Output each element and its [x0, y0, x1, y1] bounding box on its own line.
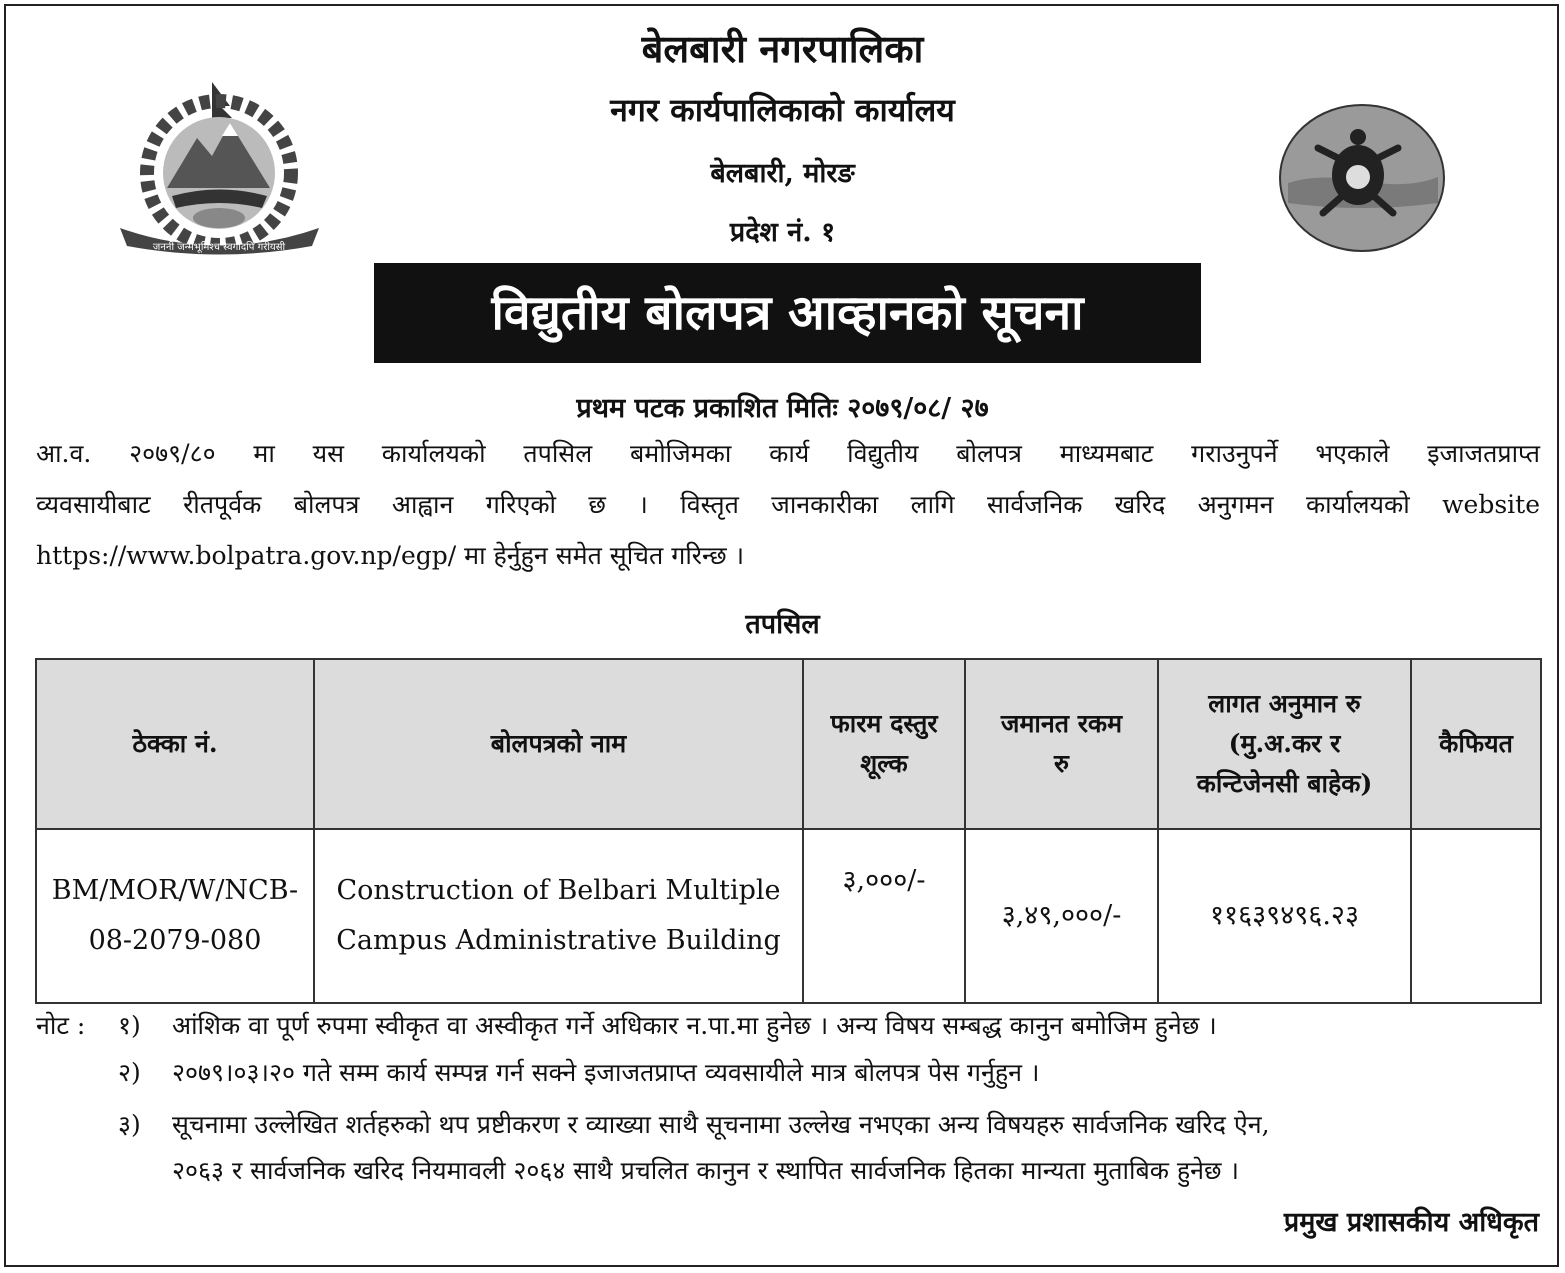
notes-label: नोट : [36, 1011, 86, 1040]
note-1-text: आंशिक वा पूर्ण रुपमा स्वीकृत वा अस्वीकृत गर्ने अधिकार न.पा.मा हुनेछ । अन्य विषय सम्बद्ध कानुन बमोजिम हुनेछ । [172, 1011, 1217, 1040]
note-2-number: २) [118, 1058, 141, 1087]
office-name: नगर कार्यपालिकाको कार्यालय [610, 91, 955, 129]
note-3-text-continued: २०६३ र सार्वजनिक खरिद नियमावली २०६४ साथै प्रचलित कानुन र स्थापित सार्वजनिक हितका मान्यता मुताबिक हुनेछ । [172, 1156, 1240, 1185]
emblem-motto: जननी जन्मभूमिश्च स्वर्गादपि गरीयसी [152, 242, 286, 253]
tender-table [35, 658, 1542, 1004]
cell-remarks [1411, 829, 1541, 1003]
cell-tender-name: Construction of Belbari Multiple Campus Administrative Building [314, 829, 803, 1003]
header-remarks: कैफियत [1411, 659, 1541, 829]
body-line-1: आ.व. २०७९/८० मा यस कार्यालयको तपसिल बमोजिमका कार्य विद्युतीय बोलपत्र माध्यमबाट गराउनुपर्ने भएकाले इजाजतप्राप्त [36, 439, 1540, 468]
table-header-row [36, 659, 1541, 829]
note-2-text: २०७९।०३।२० गते सम्म कार्य सम्पन्न गर्न सक्ने इजाजतप्राप्त व्यवसायीले मात्र बोलपत्र पेस गर्नुहुन । [172, 1058, 1040, 1087]
header-cost-estimate: लागत अनुमान रु (मु.अ.कर र कन्टिजेनसी बाहेक) [1158, 659, 1411, 829]
province: प्रदेश नं. १ [729, 217, 836, 248]
header-security-amount: जमानत रकम रु [965, 659, 1158, 829]
table-row [36, 829, 1541, 1003]
cell-security-amount: ३,४९,०००/- [965, 829, 1158, 1003]
header-tender-name: बोलपत्रको नाम [314, 659, 803, 829]
address: बेलबारी, मोरङ [710, 158, 855, 189]
cell-cost-estimate: ११६३९४९६.२३ [1158, 829, 1411, 1003]
org-name: बेलबारी नगरपालिका [641, 26, 924, 71]
note-3-number: ३) [118, 1110, 141, 1139]
body-line-2: व्यवसायीबाट रीतपूर्वक बोलपत्र आह्वान गरिएको छ । विस्तृत जानकारीका लागि सार्वजनिक खरिद अनुगमन कार्यालयको website [36, 490, 1540, 519]
cell-contract-no: BM/MOR/W/NCB- 08-2079-080 [36, 829, 314, 1003]
header-form-fee: फारम दस्तुर शूल्क [803, 659, 965, 829]
body-line-3: https://www.bolpatra.gov.np/egp/ मा हेर्नुहुन समेत सूचित गरिन्छ । [36, 541, 745, 570]
publication-date: प्रथम पटक प्रकाशित मितिः २०७९/०८/ २७ [576, 393, 989, 424]
cell-form-fee: ३,०००/- [803, 829, 965, 1003]
note-1-number: १) [118, 1011, 141, 1040]
signatory: प्रमुख प्रशासकीय अधिकृत [1283, 1207, 1539, 1238]
schedule-title: तपसिल [745, 609, 820, 640]
notice-title-banner: विद्युतीय बोलपत्र आव्हानको सूचना [374, 263, 1201, 363]
header-contract-no: ठेक्का नं. [36, 659, 314, 829]
note-3-text: सूचनामा उल्लेखित शर्तहरुको थप प्रष्टीकरण र व्याख्या साथै सूचनामा उल्लेख नभएका अन्य विषयहरु सार्वजनिक खरिद ऐन, [172, 1110, 1270, 1139]
